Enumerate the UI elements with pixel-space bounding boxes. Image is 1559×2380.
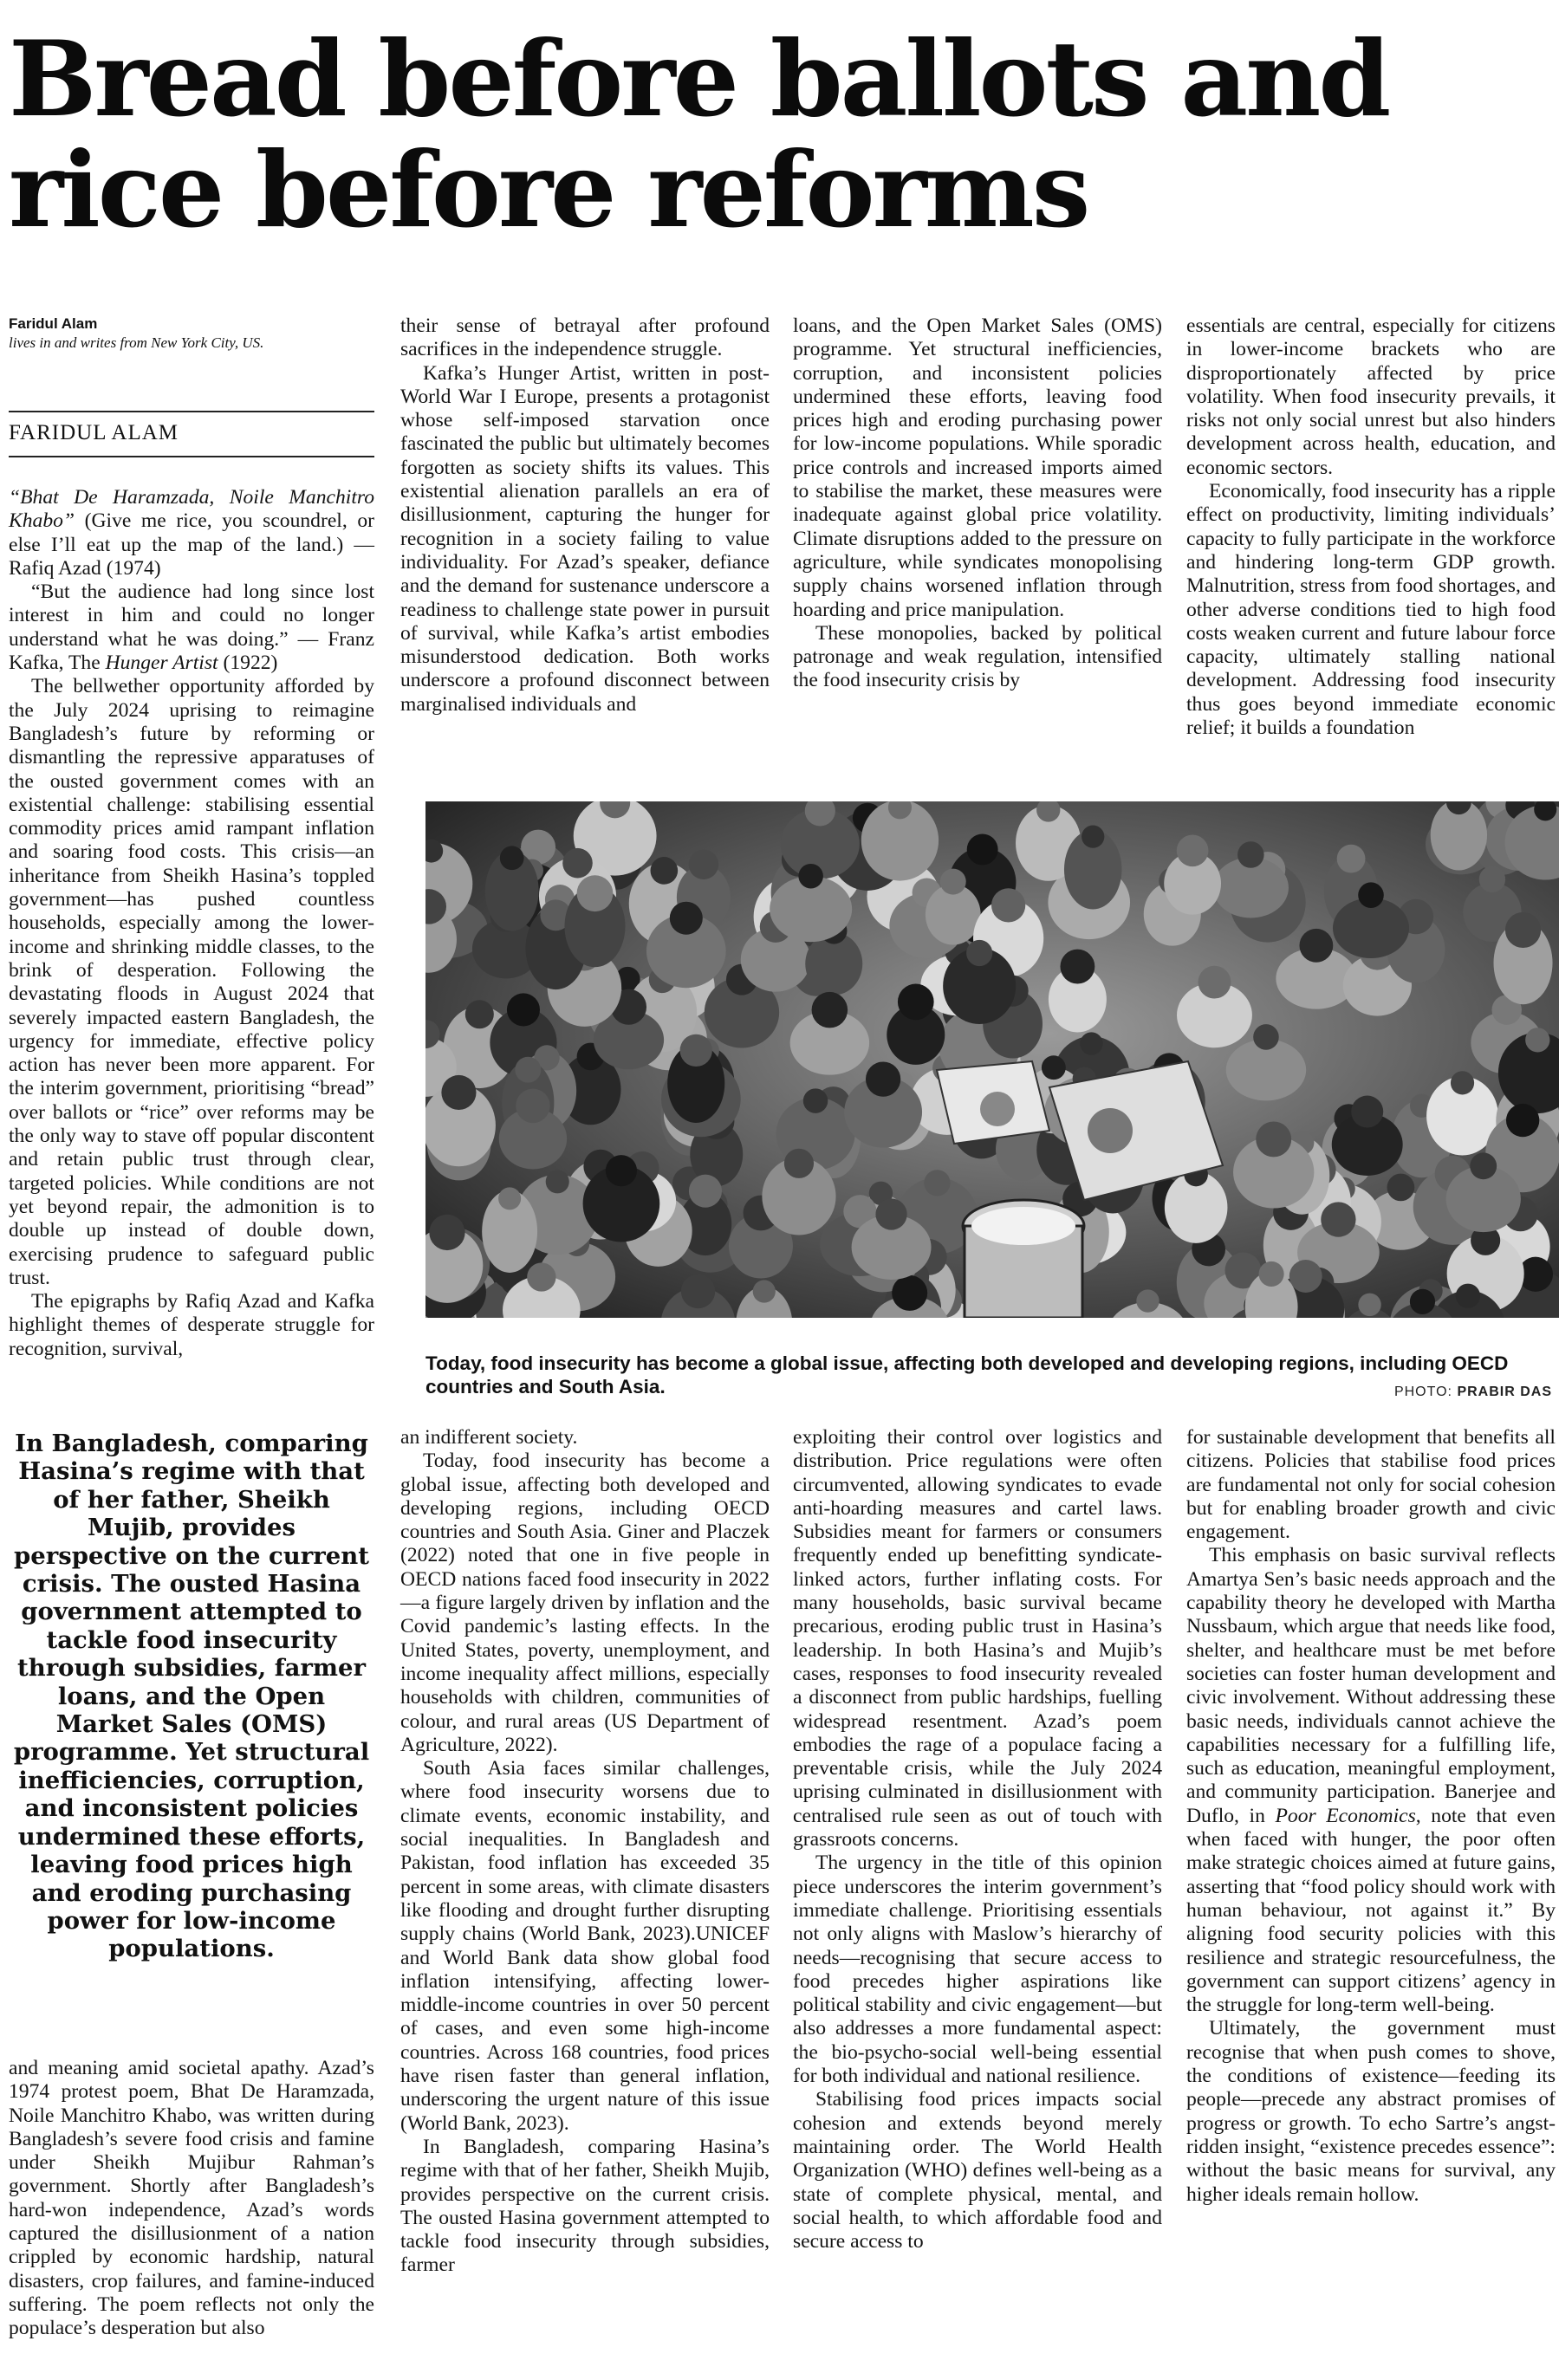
paragraph — [1186, 480, 1556, 740]
text-run: loans, and the Open Market Sales (OMS) programme. Yet structural inefficiencies, corruption, and inconsistent policies undermined these efforts, leaving food prices high and eroding purchasing power for low-income populations. While sporadic price controls and increased imports aimed to stabilise the market, these measures were inadequate against global price volatility. Climate disruptions added to the pressure on agriculture, while syndicates monopolising supply chains worsened inflation through hoarding and price manipulation. — [793, 315, 1162, 621]
article-column-4-top — [1186, 315, 1556, 740]
paragraph — [1186, 2017, 1556, 2206]
paragraph — [9, 486, 374, 580]
crowd-figure-head — [1506, 1104, 1539, 1137]
author-box-bio: lives in and writes from New York City, US. — [9, 334, 264, 351]
text-run: “But the audience had long since lost interest in him and could no longer understand what he was doing.” — Franz Kafka, The — [9, 580, 374, 675]
crowd-figure-head — [940, 869, 966, 895]
paragraph — [1186, 315, 1556, 480]
crowd-figure-head — [1080, 1032, 1102, 1054]
crowd-figure-head — [1042, 1055, 1066, 1080]
crowd-figure-head — [1256, 1121, 1291, 1157]
crowd-figure-head — [577, 875, 614, 911]
crowd-figure-head — [651, 857, 679, 885]
crowd-figure-head — [1198, 966, 1231, 999]
text-run: In Bangladesh, comparing Hasina’s regime with that of her father, Sheikh Mujib, provides perspective on the current crisis. The ousted Hasina government attempted to tackle food insecurity through subsidies, farmer — [400, 2135, 770, 2277]
paragraph — [793, 2088, 1162, 2254]
crowd-figure-head — [546, 1170, 569, 1193]
text-run: Today, food insecurity has become a global issue, affecting both developed and developing regions, including OECD countries and South Asia. Giner and Placzek (2022) noted that one in five people in OECD nations faced food insecurity in 2022—a figure largely driven by inflation and the Covid pandemic’s lasting effects. In the United States, poverty, unemployment, and income inequality affect millions, especially households with children, communities of colour, and rural areas (US Department of Agriculture, 2022). — [400, 1449, 770, 1756]
text-run: (1922) — [218, 652, 278, 675]
crowd-figure-head — [441, 1075, 476, 1110]
crowd-figure-head — [1351, 1096, 1383, 1128]
crowd-figure-head — [527, 1262, 555, 1291]
crowd-figure-head — [1253, 1024, 1279, 1050]
text-run: South Asia faces similar challenges, where food insecurity worsens due to climate events, economic instability, and social inequalities. In Bangladesh and Pakistan, food inflation has exceeded 35 percent in some areas, with climate disasters like flooding and drought further disrupting supply chains (World Bank, 2023).UNICEF and World Bank data show global food inflation intensifying, affecting lower-middle-income countries in over 50 percent of cases, and even some high-income countries. Across 168 countries, food prices have risen faster than general inflation, underscoring the urgent nature of this issue (World Bank, 2023). — [400, 1757, 770, 2135]
crowd-figure-head — [465, 1000, 494, 1028]
crowd-figure-head — [500, 846, 524, 870]
crowd-figure-head — [1237, 841, 1264, 868]
text-run: (Give me rice, you scoundrel, or else I’ll eat up the map of the land.) — Rafiq Azad (1974) — [9, 509, 374, 580]
crowd-figure-head — [1136, 1289, 1159, 1312]
crowd-figure-head — [429, 1215, 464, 1250]
crowd-figure-head — [1082, 825, 1104, 847]
photo-credit — [1394, 1385, 1552, 1400]
crowd-figure-head — [689, 1175, 722, 1208]
crowd-figure-head — [966, 940, 992, 966]
crowd-figure-head — [924, 1170, 950, 1196]
paragraph — [400, 362, 770, 717]
photo-caption: Today, food insecurity has become a global issue, affecting both developed and developing regions, including OECD countries and South Asia. — [425, 1352, 1509, 1398]
article-column-4-bottom — [1186, 1426, 1556, 2207]
text-run: an indifferent society. — [400, 1426, 578, 1449]
crowd-figure-head — [1479, 866, 1505, 892]
text-run: , note that even when faced with hunger, the poor often make strategic choices aimed at future gains, asserting that “food policy should work with human behaviour, not against it.” By aligning food security policies with this resilience and strategic resourcefulness, the government can support citizens’ agency in the struggle for long-term well-being. — [1186, 1804, 1556, 2017]
crowd-figure-head — [866, 1061, 900, 1096]
crowd-figure-head — [1387, 1174, 1415, 1202]
text-run: The epigraphs by Rafiq Azad and Kafka highlight themes of desperate struggle for recognition, survival, — [9, 1290, 374, 1360]
text-run: their sense of betrayal after profound sacrifices in the independence struggle. — [400, 315, 770, 361]
crowd-figure-head — [1358, 882, 1384, 908]
crowd-figure-head — [1505, 912, 1541, 948]
paragraph — [9, 1290, 374, 1361]
photo-credit-name: PRABIR DAS — [1457, 1385, 1552, 1399]
text-run: These monopolies, backed by political patronage and weak regulation, intensified the food insecurity crisis by — [793, 621, 1162, 692]
crowd-figure-head — [681, 1274, 715, 1308]
crowd-figure-head — [991, 888, 1025, 922]
crowd-figure-head — [753, 1280, 776, 1302]
text-run: exploiting their control over logistics and distribution. Price regulations were often circumvented, allowing syndicates to evade anti-hoarding measures and cartel laws. Subsidies meant for farmers or consumers frequently ended up benefitting syndicate-linked actors, further inflating costs. For many households, basic survival became precarious, eroding public trust in Hasina’s leadership. In both Hasina’s and Mujib’s cases, responses to food insecurity revealed a disconnect from public hardships, fuelling widespread resentment. Azad’s poem embodies the rage of a populace facing a preventable crisis, while the July 2024 uprising culminated in disillusionment with centralised rule seen as out of touch with grassroots concerns. — [793, 1426, 1162, 1851]
crowd-figure-head — [507, 993, 540, 1026]
article-column-2-bottom — [400, 1426, 770, 2278]
paragraph — [1186, 1426, 1556, 1544]
crowd-figure-head — [670, 902, 703, 935]
text-run: for sustainable development that benefits all citizens. Policies that stabilise food prices are fundamental not only for social cohesion but for enabling broader growth and civic engagement. — [1186, 1426, 1556, 1544]
crowd-figure-head — [1337, 845, 1366, 873]
text-run: This emphasis on basic survival reflects Amartya Sen’s basic needs approach and the capability theory he developed with Martha Nussbaum, which argue that needs like food, shelter, and healthcare must be met before societies can foster human development and civic involvement. Without addressing these basic needs, individuals cannot achieve the capabilities necessary for a fulfilling life, such as education, meaningful employment, and community participation. Banerjee and Duflo, in — [1186, 1544, 1556, 1827]
crowd-figure-head — [1410, 1289, 1435, 1314]
paragraph — [793, 1426, 1162, 1851]
pull-quote: In Bangladesh, comparing Hasina’s regime with that of her father, Sheikh Mujib, provides perspective on the current crisis. The ousted Hasina government attempted to tackle food insecurity through subsidies, farmer loans, and the Open Market Sales (OMS) programme. Yet structural inefficiencies, corruption, and inconsistent policies undermined these efforts, leaving food prices high and eroding purchasing power for low-income populations. — [13, 1430, 370, 1963]
crowd-figure-head — [1525, 1028, 1549, 1052]
crowd-figure-head — [892, 1275, 927, 1311]
paragraph — [793, 315, 1162, 622]
crowd-figure-head — [1259, 1261, 1284, 1287]
paragraph — [9, 580, 374, 675]
paragraph — [400, 2136, 770, 2278]
article-column-1-top — [9, 486, 374, 1361]
crowd-figure-head — [875, 1198, 906, 1229]
article-column-3-top — [793, 315, 1162, 693]
crowd-figure-head — [1289, 1260, 1322, 1293]
italic-text: Poor Economics — [1275, 1804, 1416, 1827]
byline-rule-top — [9, 411, 374, 412]
crowd-figure-head — [1321, 1202, 1355, 1236]
crowd-figure-head — [898, 984, 934, 1021]
paragraph — [9, 675, 374, 1290]
byline: FARIDUL ALAM — [9, 421, 179, 444]
crowd-figure-head — [1299, 929, 1333, 963]
crowd-figure-head — [516, 1089, 549, 1123]
italic-text: “Bhat De Haramzada, Noile Manchitro Khabo” — [9, 486, 374, 533]
text-run: Kafka’s Hunger Artist, written in post-World War I Europe, presents a protagonist whose self-imposed starvation once fascinated the public but ultimately becomes forgotten as society shifts its values. This existential alienation parallels an era of disillusionment, capturing the hunger for recognition in a society failing to value individuality. For Azad’s speaker, defiance and the demand for sustenance underscore a readiness to challenge state power in pursuit of survival, while Kafka’s artist embodies misunderstood dedication. Both works underscore a profound disconnect between marginalised individuals and — [400, 361, 770, 716]
paragraph — [9, 2057, 374, 2341]
crowd-figure-head — [812, 992, 848, 1028]
crowd-figure-head — [967, 834, 998, 866]
paragraph — [400, 315, 770, 362]
crowd-figure-head — [1358, 1294, 1380, 1316]
headline: Bread before ballots and rice before reforms — [9, 18, 1389, 251]
crowd-figure-head — [1177, 834, 1209, 866]
article-column-1-bottom — [9, 2057, 374, 2341]
crowd-figure-head — [1456, 1284, 1480, 1308]
paragraph — [793, 1851, 1162, 2088]
text-run: The urgency in the title of this opinion piece underscores the interim government’s immediate challenge. Prioritising essentials not only aligns with Maslow’s hierarchy of needs—recognising that secure access to food precedes higher aspirations like political stability and civic engagement—but also addresses a more fundamental aspect: the bio-psycho-social well-being essential for both individual and national resilience. — [793, 1851, 1162, 2088]
crowd-figure-head — [680, 1034, 712, 1067]
crowd-figure-head — [1470, 1152, 1497, 1179]
crowd-figure-head — [798, 864, 823, 889]
paragraph — [1186, 1544, 1556, 2017]
crowd-figure-head — [1060, 950, 1095, 984]
crowd-figure-head — [803, 1088, 828, 1112]
text-run: Stabilising food prices impacts social cohesion and extends beyond merely maintaining order. The World Health Organization (WHO) defines well-being as a state of complete physical, mental, and social health, to which affordable food and secure access to — [793, 2088, 1162, 2254]
crowd-figure-head — [1451, 1071, 1474, 1094]
italic-text: Hunger Artist — [105, 652, 218, 675]
crowd-figure-head — [562, 848, 593, 879]
crowd-photo-image — [425, 801, 1559, 1318]
crowd-figure-head — [689, 849, 719, 879]
crowd-figure-head — [784, 1149, 814, 1178]
paragraph — [400, 1426, 770, 1449]
photo-credit-label: PHOTO: — [1393, 1385, 1452, 1399]
text-run: The bellwether opportunity afforded by the July 2024 uprising to reimagine Bangladesh’s future by reforming or dismantling the repressive apparatuses of the ousted government comes with an existential challenge: stabilising essential commodity prices amid rampant inflation and soaring food costs. This crisis—an inheritance from Sheikh Hasina’s toppled government—has pushed countless households, especially among the lower-income and shrinking middle classes, to the brink of desperation. Following the devastating floods in August 2024 that severely impacted eastern Bangladesh, the urgency for immediate, effective policy action has never been more apparent. For the interim government, prioritising “bread” over ballots or “rice” over reforms may be the only way to stave off popular discontent and retain public trust through clear, targeted policies. While conditions are not yet beyond repair, the admonition is to double up instead of double down, exercising prudence to safeguard public trust. — [9, 675, 374, 1289]
paragraph — [793, 622, 1162, 693]
crowd-figure-head — [606, 1155, 637, 1186]
byline-rule-bottom — [9, 456, 374, 457]
article-column-3-bottom — [793, 1426, 1162, 2254]
crowd-figure-head — [498, 1187, 521, 1209]
paragraph — [400, 1757, 770, 2136]
text-run: Economically, food insecurity has a ripple effect on productivity, limiting individuals’ capacity to fully participate in the workforce and hindering long-term GDP growth. Malnutrition, stress from food shortages, and other adverse conditions tied to high food costs weaken current and future labour force capacity, ultimately stalling national development. Addressing food insecurity thus goes beyond immediate economic relief; it builds a foundation — [1186, 480, 1556, 740]
author-box — [9, 315, 374, 353]
article-column-2-top — [400, 315, 770, 717]
author-box-name: Faridul Alam — [9, 315, 98, 332]
text-run: and meaning amid societal apathy. Azad’s 1974 protest poem, Bhat De Haramzada, Noile Manchitro Khabo, was written during Bangladesh’s severe food crisis and famine under Sheikh Mujibur Rahman’s government. Shortly after Bangladesh’s hard-won independence, Azad’s words captured the disillusionment of a nation crippled by economic hardship, natural disasters, crop failures, and famine-induced suffering. The poem reflects not only the populace’s desperation but also — [9, 2057, 374, 2340]
paragraph — [400, 1449, 770, 1757]
text-run: Ultimately, the government must recognise that when push comes to shove, the conditions of existence—feeding its people—precede any abstract promises of progress or growth. To echo Sartre’s angst-ridden insight, “existence precedes essence”: without the basic means for survival, any higher ideals remain hollow. — [1186, 2017, 1556, 2206]
crowd-photo — [425, 801, 1559, 1318]
crowd-figure-head — [515, 1057, 541, 1083]
text-run: essentials are central, especially for citizens in lower-income brackets who are disproportionately affected by price volatility. When food insecurity prevails, it risks not only social unrest but also hinders development across health, education, and economic sectors. — [1186, 315, 1556, 479]
